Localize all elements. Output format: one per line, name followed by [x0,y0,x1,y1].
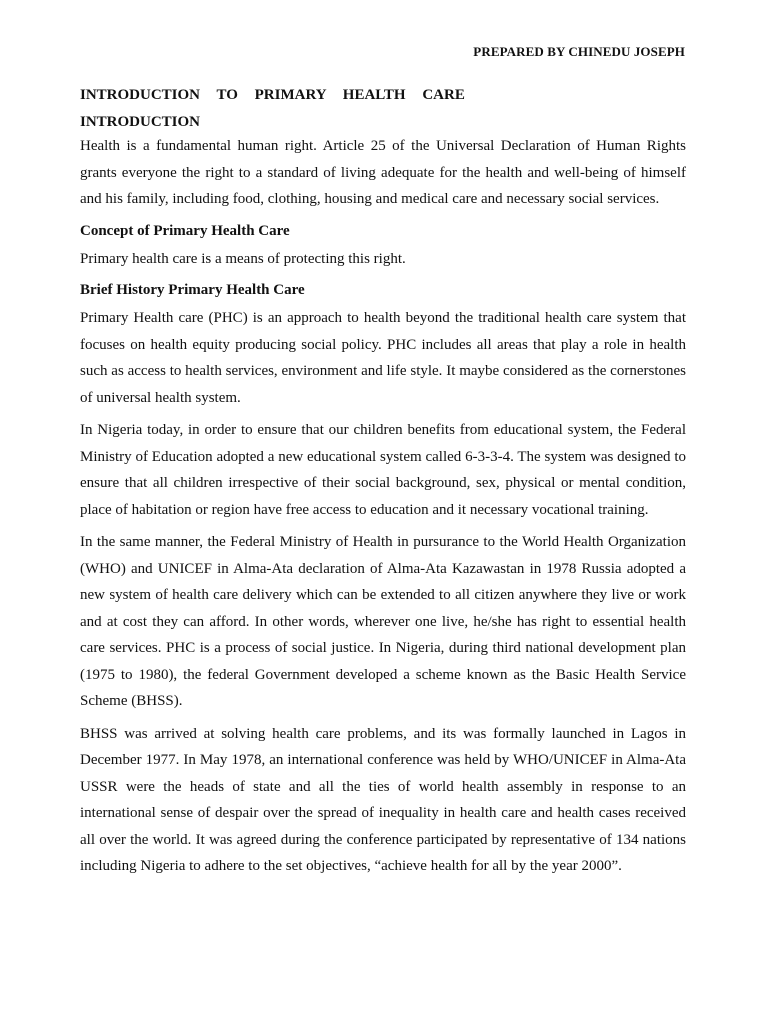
history-paragraph-4: BHSS was arrived at solving health care problems, and its was formally launched in Lagos in December 1977. In May 1978, an international conference was held by WHO/UNICEF in Alma-Ata USSR were the heads of state and all the ties of world health assembly in response to an international sense of despair over the spread of inequality in health care and health cases received all over the world. It was agreed during the conference participated by representative of 134 nations including Nigeria to adhere to the set objectives, “achieve health for all by the year 2000”. [80,725,686,874]
history-heading: Brief History Primary Health Care [80,282,305,298]
document-title: INTRODUCTION TO PRIMARY HEALTH CARE [80,87,465,103]
document-body [80,86,686,886]
history-paragraph-1: Primary Health care (PHC) is an approach to health beyond the traditional health care system that focuses on health equity producing social policy. PHC includes all areas that play a role in health such as access to health services, environment and life style. It maybe considered as the cornerstones of universal health system. [80,310,686,406]
introduction-heading: INTRODUCTION [80,114,201,130]
prepared-by-header: PREPARED BY CHINEDU JOSEPH [473,44,685,59]
concept-heading: Concept of Primary Health Care [80,222,290,239]
history-paragraph-3: In the same manner, the Federal Ministry of Health in pursurance to the World Health Organization (WHO) and UNICEF in Alma-Ata declaration of Alma-Ata Kazawastan in 1978 Russia adopted a new system of health care delivery which can be extended to all citizen anywhere they live or work and at cost they can afford. In other words, wherever one live, he/she has right to essential health care services. PHC is a process of social justice. In Nigeria, during third national development plan (1975 to 1980), the federal Government developed a scheme known as the Basic Health Service Scheme (BHSS). [80,534,686,709]
history-paragraph-2: In Nigeria today, in order to ensure that our children benefits from educational system, the Federal Ministry of Education adopted a new educational system called 6-3-3-4. The system was designed to ensure that all children irrespective of their social background, sex, physical or mental condition, place of habitation or region have free access to education and it necessary vocational training. [80,422,686,518]
introduction-paragraph: Health is a fundamental human right. Article 25 of the Universal Declaration of Human Rights grants everyone the right to a standard of living adequate for the health and well-being of himself and his family, including food, clothing, housing and medical care and necessary social services. [80,138,686,207]
concept-paragraph: Primary health care is a means of protecting this right. [80,250,406,267]
